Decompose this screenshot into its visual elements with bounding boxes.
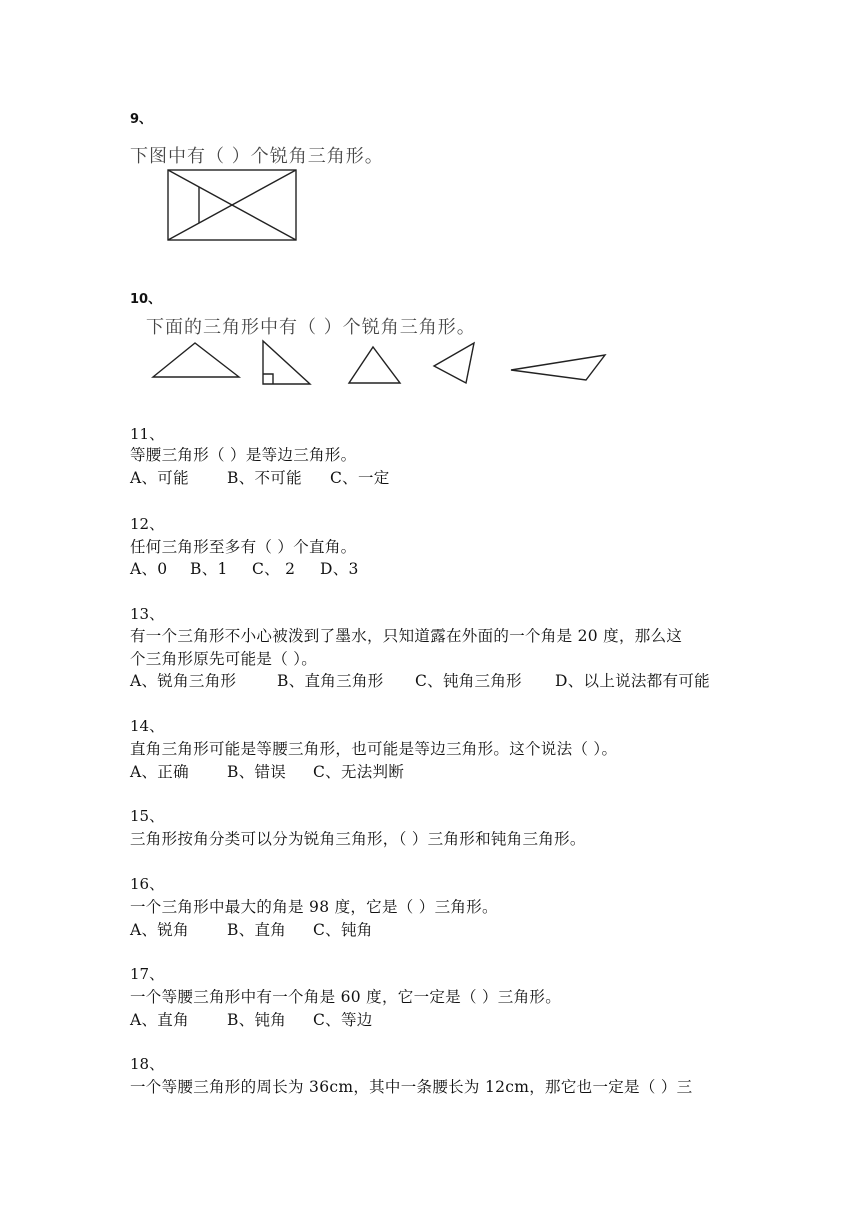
question-16-text: 一个三角形中最大的角是 98 度，它是（ ）三角形。 — [130, 898, 498, 916]
question-12-number: 12、 — [130, 515, 165, 533]
question-17-option-a[interactable]: A、直角 — [130, 1011, 189, 1029]
triangle-5 — [511, 355, 605, 380]
question-14-option-a[interactable]: A、正确 — [130, 763, 189, 781]
question-15-number: 15、 — [130, 807, 165, 825]
question-14-number: 14、 — [130, 717, 165, 735]
question-12-text: 任何三角形至多有（ ）个直角。 — [130, 538, 357, 556]
question-12-option-b[interactable]: B、1 — [190, 560, 228, 578]
question-17-option-b[interactable]: B、钝角 — [227, 1011, 287, 1029]
question-14-option-c[interactable]: C、无法判断 — [313, 763, 405, 781]
rectangle-crossed-figure — [167, 168, 299, 242]
question-9-number: 9、 — [130, 112, 153, 127]
question-13-text-line2: 个三角形原先可能是（ ）。 — [130, 650, 318, 668]
question-17-option-c[interactable]: C、等边 — [313, 1011, 373, 1029]
question-11-text: 等腰三角形（ ）是等边三角形。 — [130, 446, 357, 464]
question-14-option-b[interactable]: B、错误 — [227, 763, 287, 781]
question-18-number: 18、 — [130, 1055, 165, 1073]
question-12-option-d[interactable]: D、3 — [320, 560, 359, 578]
question-13-text-line1: 有一个三角形不小心被泼到了墨水，只知道露在外面的一个角是 20 度，那么这 — [130, 627, 683, 645]
triangle-3 — [349, 347, 400, 383]
triangles-figure — [150, 338, 610, 388]
question-11-number: 11、 — [130, 425, 165, 443]
question-11-option-c[interactable]: C、一定 — [330, 469, 390, 487]
question-18-text: 一个等腰三角形的周长为 36cm，其中一条腰长为 12cm，那它也一定是（ ）三 — [130, 1078, 693, 1096]
question-16-option-b[interactable]: B、直角 — [227, 921, 287, 939]
question-16-option-a[interactable]: A、锐角 — [130, 921, 189, 939]
question-13-number: 13、 — [130, 605, 165, 623]
question-17-text: 一个等腰三角形中有一个角是 60 度，它一定是（ ）三角形。 — [130, 988, 562, 1006]
question-13-option-b[interactable]: B、直角三角形 — [277, 672, 384, 690]
question-15-text: 三角形按角分类可以分为锐角三角形，（ ）三角形和钝角三角形。 — [130, 830, 586, 848]
question-13-option-a[interactable]: A、锐角三角形 — [130, 672, 237, 690]
triangle-1 — [153, 343, 239, 377]
question-16-number: 16、 — [130, 875, 165, 893]
right-angle-marker — [263, 374, 273, 384]
question-10-number: 10、 — [130, 292, 162, 307]
question-11-option-b[interactable]: B、不可能 — [227, 469, 302, 487]
triangle-right — [263, 341, 310, 384]
question-16-option-c[interactable]: C、钝角 — [313, 921, 373, 939]
question-10-prompt: 下面的三角形中有（ ）个锐角三角形。 — [146, 317, 476, 338]
question-13-option-d[interactable]: D、以上说法都有可能 — [555, 672, 710, 690]
question-13-option-c[interactable]: C、钝角三角形 — [415, 672, 522, 690]
question-12-option-c[interactable]: C、 2 — [252, 560, 296, 578]
question-17-number: 17、 — [130, 965, 165, 983]
question-11-option-a[interactable]: A、可能 — [130, 469, 189, 487]
question-12-option-a[interactable]: A、0 — [130, 560, 168, 578]
question-14-text: 直角三角形可能是等腰三角形，也可能是等边三角形。这个说法（ ）。 — [130, 740, 618, 758]
question-9-prompt: 下图中有（ ）个锐角三角形。 — [130, 146, 384, 167]
triangle-4 — [434, 343, 474, 383]
